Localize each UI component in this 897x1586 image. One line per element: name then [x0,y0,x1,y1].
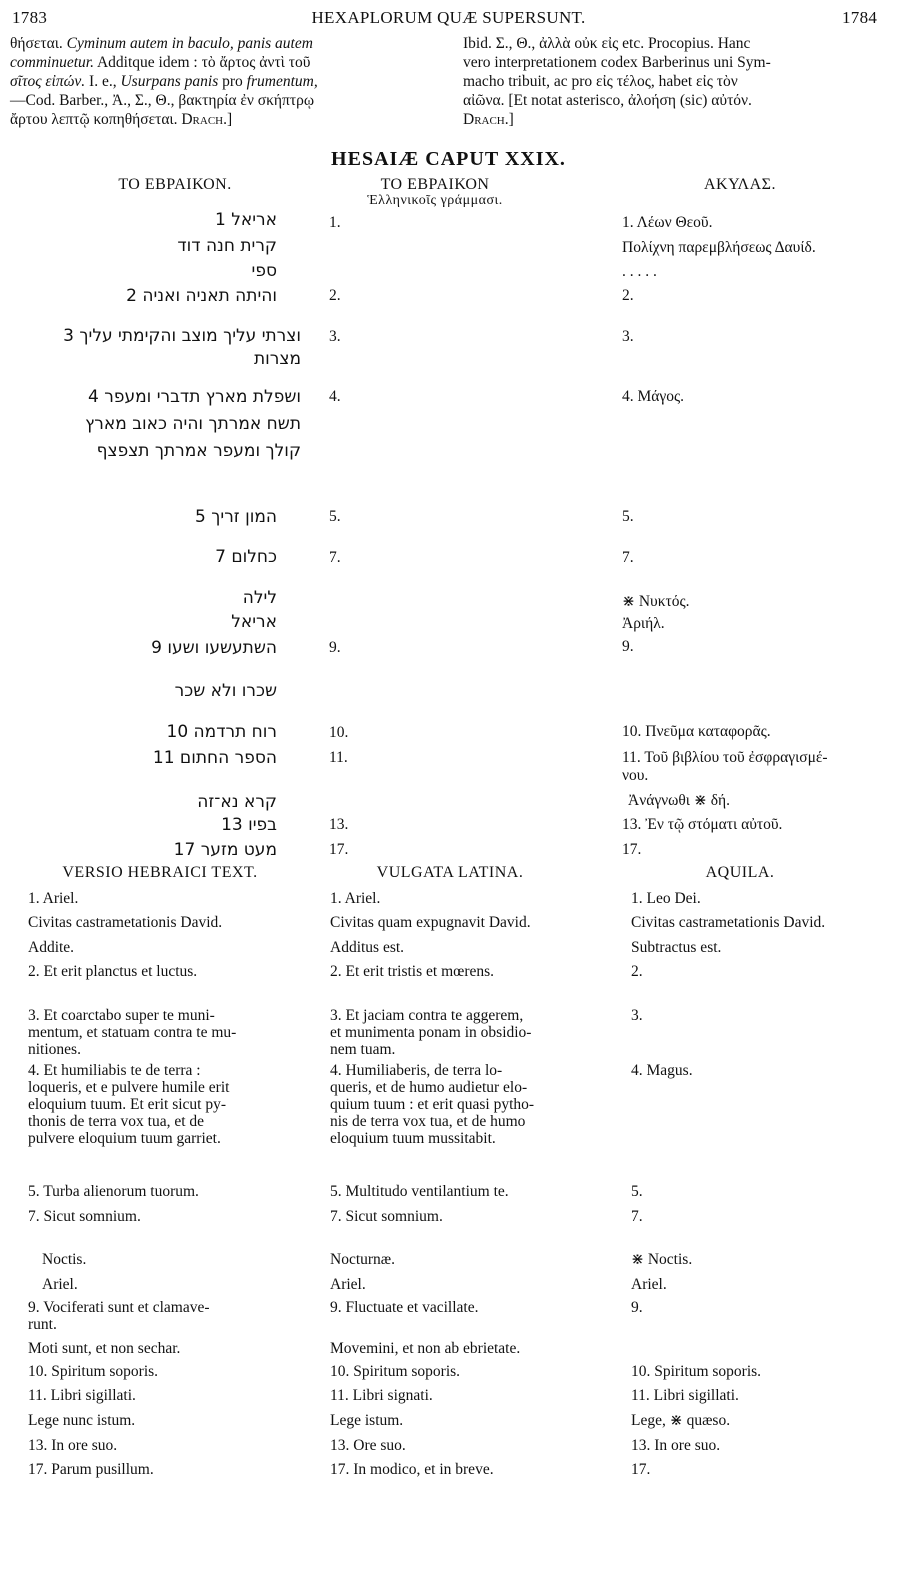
aquila-greek-line: Ἀνάγνωθι ⋇ δή. [628,792,730,809]
versio-line: thonis de terra vox tua, et de [28,1113,205,1130]
aquila-greek-line: 3. [622,328,634,345]
versio-line: pulvere eloquium tuum garriet. [28,1130,221,1147]
note-text: Drach.] [181,111,233,128]
versio-line: 4. Et humiliabis te de terra : [28,1062,201,1079]
versio-line: eloquium tuum. Et erit sicut py- [28,1096,227,1113]
hebrew-line: אריאל 1 [214,210,277,230]
hebrew-line: והיתה תאניה ואניה 2 [126,286,277,306]
aquila-greek-line: 5. [622,508,634,525]
versio-line: runt. [28,1316,57,1333]
vulgata-line: 13. Ore suo. [330,1437,406,1454]
aquila-latin-line: Lege, ⋇ quæso. [631,1412,731,1429]
verse-number: 11. [329,749,348,766]
note-text: Cyminum autem in baculo, panis autem [66,35,313,52]
note-text: I. e., [89,73,117,90]
aquila-latin-line: 2. [631,963,643,980]
vulgata-line: nem tuam. [330,1041,396,1058]
versio-line: 5. Turba alienorum tuorum. [28,1183,199,1200]
aquila-greek-line: 9. [622,638,634,655]
verse-number: 3. [329,328,341,345]
verse-number: 7. [329,549,341,566]
aquila-greek-line: Ἀριήλ. [622,615,665,632]
verse-number: 9. [329,639,341,656]
hebrew-line: שכרו ולא שכר [174,681,277,701]
aquila-greek-line: 4. Μάγος. [622,388,685,405]
vulgata-line: quium tuum : et erit quasi pytho- [330,1096,535,1113]
note-text: —Cod. Barber., Ἀ., Σ., Θ., βακτηρία ἐν σκήπτρῳ [10,92,315,109]
column-subhead-translit: Ἑλληνικοῖς γράμμασι. [367,193,503,208]
running-title: HEXAPLORUM QUÆ SUPERSUNT. [311,8,586,27]
note-text: vero interpretationem codex Barberinus uni Sym- [463,54,771,71]
vulgata-line: 1. Ariel. [330,890,381,907]
aquila-latin-line: ⋇ Noctis. [631,1251,693,1268]
verse-number: 13. [329,816,349,833]
aquila-greek-line: 17. [622,841,642,858]
vulgata-line: 2. Et erit tristis et mœrens. [330,963,495,980]
hebrew-line: קרית חנה דוד [177,236,277,256]
hebrew-line: מעט מזער 17 [173,840,277,860]
column-head-versio: VERSIO HEBRAICI TEXT. [62,864,258,881]
aquila-greek-line: ⋇ Νυκτός. [622,593,690,610]
verse-number: 10. [329,724,349,741]
aquila-greek-line: 2. [622,287,634,304]
column-head-aquila-greek: ΑΚΥΛΑΣ. [703,176,776,193]
hebrew-line: קרא נא־זה [197,792,277,812]
aquila-latin-line: Civitas castrametationis David. [631,914,826,931]
note-text: τὸ ἄρτος ἀντὶ τοῦ [201,54,311,71]
note-text: frumentum, [246,73,318,90]
versio-line: Civitas castrametationis David. [28,914,223,931]
hebrew-line: רוח תרדמה 10 [166,722,277,742]
note-text: macho tribuit, ac pro εἰς τέλος, habet εἰς τὸν [463,73,738,90]
aquila-greek-line: 1. Λέων Θεοῦ. [622,214,713,231]
aquila-latin-line: Ariel. [631,1276,667,1293]
aquila-latin-line: 10. Spiritum soporis. [631,1363,762,1380]
vulgata-line: 3. Et jaciam contra te aggerem, [330,1007,524,1024]
vulgata-line: Nocturnæ. [330,1251,396,1268]
note-text: ἄρτου λεπτῷ κοπηθήσεται. [10,111,178,128]
aquila-latin-line: 13. In ore suo. [631,1437,721,1454]
aquila-greek-line: 13. Ἐν τῷ στόματι αὐτοῦ. [622,816,783,833]
column-head-hebrew: ΤΟ ΕΒΡΑΙΚΟΝ. [118,176,232,193]
versio-line: 11. Libri sigillati. [28,1387,136,1404]
hebrew-line: ספי [251,261,277,281]
vulgata-line: 4. Humiliaberis, de terra lo- [330,1062,503,1079]
versio-line: 1. Ariel. [28,890,79,907]
vulgata-line: 10. Spiritum soporis. [330,1363,461,1380]
hebrew-line: השתעשעו ושעו 9 [151,638,277,658]
versio-line: Noctis. [42,1251,87,1268]
aquila-greek-line: 7. [622,549,634,566]
vulgata-line: et munimenta ponam in obsidio- [330,1024,532,1041]
aquila-latin-line: 7. [631,1208,643,1225]
note-text: σῖτος εἰπών. [10,73,86,90]
note-text: Ibid. Σ., Θ., ἀλλὰ οὐκ εἰς etc. Procopius. Hanc [463,35,751,52]
aquila-latin-line: 4. Magus. [631,1062,693,1079]
page-number-left: 1783 [12,8,48,27]
verse-number: 5. [329,508,341,525]
versio-line: 13. In ore suo. [28,1437,118,1454]
vulgata-line: 11. Libri signati. [330,1387,433,1404]
versio-line: 3. Et coarctabo super te muni- [28,1007,215,1024]
versio-line: Lege nunc istum. [28,1412,136,1429]
verse-number: 1. [329,214,341,231]
vulgata-line: eloquium tuum mussitabit. [330,1130,496,1147]
hebrew-line: הספר החתום 11 [152,748,277,768]
aquila-greek-line: νου. [622,767,649,784]
note-text: Usurpans panis [120,73,219,90]
note-text: comminuetur. [10,54,94,71]
note-text: Drach.] [463,111,514,128]
verse-number: 4. [329,388,341,405]
versio-line: 2. Et erit planctus et luctus. [28,963,198,980]
note-text: αἰῶνα. [Et notat asterisco, ἀλοήση (sic) αὐτόν. [463,92,752,109]
versio-line: 17. Parum pusillum. [28,1461,154,1478]
versio-line: Ariel. [42,1276,78,1293]
column-head-translit: ΤΟ ΕΒΡΑΙΚΟΝ [380,176,490,193]
column-head-aquila-latin: AQUILA. [705,864,775,881]
aquila-greek-line: 10. Πνεῦμα καταφορᾶς. [622,723,771,740]
aquila-latin-line: 1. Leo Dei. [631,890,701,907]
versio-line: mentum, et statuam contra te mu- [28,1024,237,1041]
versio-line: loqueris, et e pulvere humile erit [28,1079,230,1096]
hebrew-line: אריאל [231,612,277,632]
note-text: Additque idem : [96,54,198,71]
vulgata-line: Additus est. [330,939,405,956]
vulgata-line: 9. Fluctuate et vacillate. [330,1299,479,1316]
aquila-latin-line: 3. [631,1007,643,1024]
note-text: θήσεται. [10,35,63,52]
hebrew-line: קולך ומעפר אמרתך תצפצף [96,441,301,461]
hebrew-line: וצרתי עליך מוצב והקימתי עליך 3 [63,326,301,346]
versio-line: Moti sunt, et non sechar. [28,1340,181,1357]
aquila-latin-line: 17. [631,1461,651,1478]
column-head-vulgata: VULGATA LATINA. [376,864,524,881]
versio-line: nitiones. [28,1041,81,1058]
versio-line: Addite. [28,939,75,956]
hebrew-line: כחלום 7 [215,547,277,567]
hebrew-line: מצרות [253,349,301,369]
aquila-latin-line: 9. [631,1299,643,1316]
note-text: pro [222,73,243,90]
hebrew-line: לילה [242,588,277,608]
versio-line: 7. Sicut somnium. [28,1208,141,1225]
chapter-title: HESAIÆ CAPUT XXIX. [331,148,566,170]
vulgata-line: nis de terra vox tua, et de humo [330,1113,526,1130]
vulgata-line: 17. In modico, et in breve. [330,1461,494,1478]
aquila-greek-line: Πολίχνη παρεμβλήσεως Δαυίδ. [622,239,816,256]
vulgata-line: queris, et de humo audietur elo- [330,1079,528,1096]
verse-number: 17. [329,841,349,858]
vulgata-line: 7. Sicut somnium. [330,1208,443,1225]
versio-line: 9. Vociferati sunt et clamave- [28,1299,210,1316]
versio-line: 10. Spiritum soporis. [28,1363,159,1380]
page-number-right: 1784 [842,8,878,27]
hebrew-line: בפיו 13 [221,815,277,835]
vulgata-line: Movemini, et non ab ebrietate. [330,1340,521,1357]
hebrew-line: המון זריך 5 [195,507,277,527]
aquila-latin-line: Subtractus est. [631,939,722,956]
aquila-latin-line: 11. Libri sigillati. [631,1387,739,1404]
vulgata-line: Civitas quam expugnavit David. [330,914,531,931]
hebrew-line: ושפלת מארץ תדברי ומעפר 4 [88,387,301,407]
aquila-greek-line: 11. Τοῦ βιβλίου τοῦ ἐσφραγισμέ- [622,749,828,766]
vulgata-line: 5. Multitudo ventilantium te. [330,1183,509,1200]
verse-number: 2. [329,287,341,304]
aquila-latin-line: 5. [631,1183,643,1200]
aquila-greek-line: . . . . . [622,263,657,280]
vulgata-line: Ariel. [330,1276,366,1293]
hebrew-line: תשח אמרתך והיה כאוב מארץ [85,414,301,434]
vulgata-line: Lege istum. [330,1412,404,1429]
top-note-right [463,34,883,129]
top-note-left [10,34,446,129]
